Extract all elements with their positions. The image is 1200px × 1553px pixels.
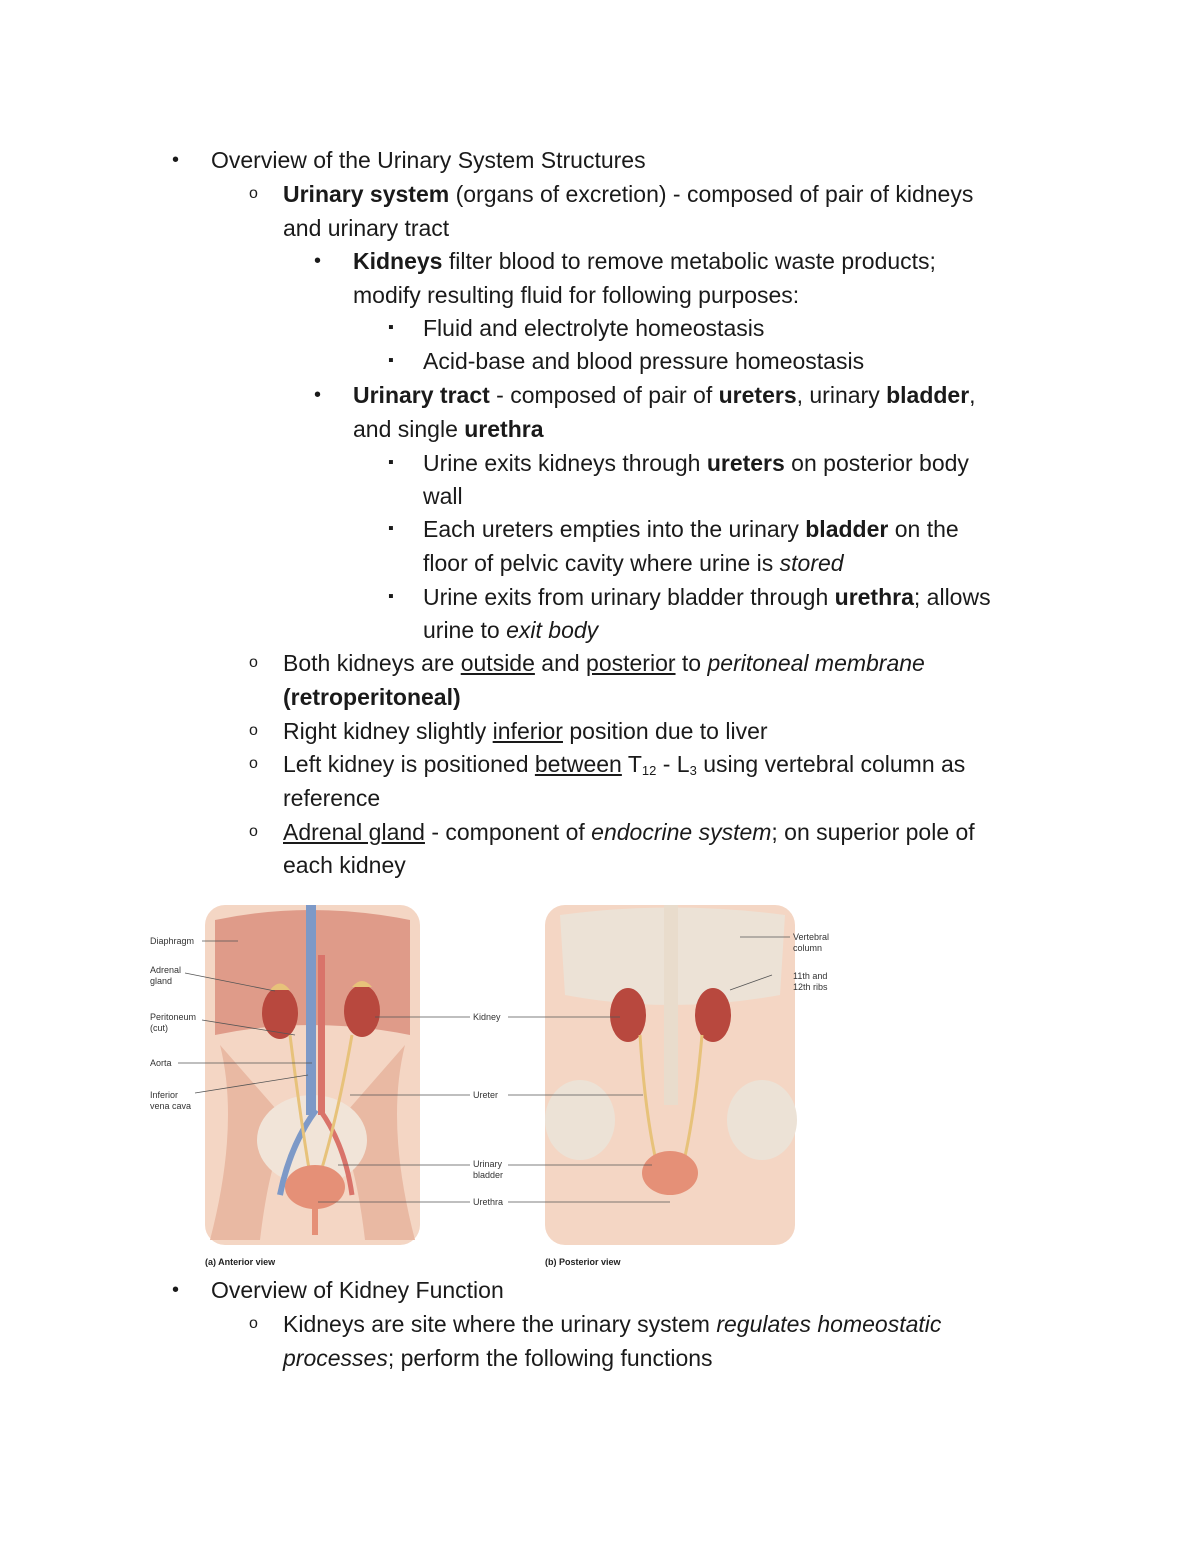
label-aorta: Aorta — [150, 1058, 172, 1068]
ureters-line-2: wall — [423, 483, 463, 509]
bladder-line-2: floor of pelvic cavity where urine is stored — [423, 550, 844, 576]
kidneys-line: Kidneys filter blood to remove metabolic waste products; — [353, 248, 936, 274]
label-bladder-1: Urinary — [473, 1159, 503, 1169]
heading-urinary-structures: Overview of the Urinary System Structures — [211, 147, 646, 173]
label-peritoneum-1: Peritoneum — [150, 1012, 197, 1022]
bullet-square: ▪ — [388, 352, 394, 369]
label-ribs-2: 12th ribs — [793, 982, 828, 992]
label-adrenal-2: gland — [150, 976, 173, 986]
retroperitoneal-line-2: (retroperitoneal) — [283, 684, 461, 710]
bullet-dot: • — [172, 149, 180, 171]
bullet-square: ▪ — [388, 520, 394, 537]
bullet-circle: o — [249, 185, 258, 202]
label-urethra: Urethra — [473, 1197, 504, 1207]
urinary-tract-line: Urinary tract - composed of pair of ureters, urinary bladder, — [353, 382, 976, 408]
caption-posterior: (b) Posterior view — [545, 1257, 621, 1267]
ureters-line: Urine exits kidneys through ureters on posterior body — [423, 450, 969, 476]
urinary-system-line-2: and urinary tract — [283, 215, 450, 241]
bullet-square: ▪ — [388, 588, 394, 605]
kidney-function-line: Kidneys are site where the urinary system regulates homeostatic — [283, 1311, 942, 1337]
urinary-tract-line-2: and single urethra — [353, 416, 544, 442]
label-vertebral-2: column — [793, 943, 823, 953]
bullet-circle: o — [249, 755, 258, 772]
label-vertebral-1: Vertebral — [793, 932, 830, 942]
heading-kidney-function: Overview of Kidney Function — [211, 1277, 504, 1303]
label-ribs-1: 11th and — [793, 971, 828, 981]
bullet-circle: o — [249, 1315, 258, 1332]
purpose-fluid: Fluid and electrolyte homeostasis — [423, 315, 765, 341]
urinary-system-figure — [140, 895, 840, 1273]
kidneys-line-2: modify resulting fluid for following purposes: — [353, 282, 800, 308]
bullet-square: ▪ — [388, 454, 394, 471]
label-ivc-2: vena cava — [150, 1101, 192, 1111]
right-kidney-line: Right kidney slightly inferior position due to liver — [283, 718, 768, 744]
left-kidney-line-2: reference — [283, 785, 381, 811]
bullet-circle: o — [249, 654, 258, 671]
urethra-line-2: urine to exit body — [423, 617, 599, 643]
caption-anterior: (a) Anterior view — [205, 1257, 276, 1267]
bullet-dot: • — [314, 384, 322, 406]
left-kidney-line: Left kidney is positioned between $T_{12} - L_3$ using vertebral column as — [283, 751, 966, 778]
retroperitoneal-line: Both kidneys are outside and posterior to peritoneal membrane — [283, 650, 925, 676]
bullet-circle: o — [249, 823, 258, 840]
bullet-dot: • — [314, 250, 322, 272]
label-ureter: Ureter — [473, 1090, 499, 1100]
label-kidney: Kidney — [473, 1012, 501, 1022]
urinary-system-line: Urinary system (organs of excretion) - composed of pair of kidneys — [283, 181, 974, 207]
label-adrenal-1: Adrenal — [150, 965, 182, 975]
label-diaphragm: Diaphragm — [150, 936, 195, 946]
kidney-function-line-2: processes; perform the following functions — [283, 1345, 713, 1371]
urethra-line: Urine exits from urinary bladder through urethra; allows — [423, 584, 991, 610]
label-bladder-2: bladder — [473, 1170, 504, 1180]
label-peritoneum-2: (cut) — [150, 1023, 168, 1033]
adrenal-line-2: each kidney — [283, 852, 406, 878]
bullet-dot: • — [172, 1279, 180, 1301]
purpose-acid-base: Acid-base and blood pressure homeostasis — [423, 348, 865, 374]
posterior-view-illustration — [545, 905, 797, 1245]
adrenal-line: Adrenal gland - component of endocrine system; on superior pole of — [283, 819, 975, 845]
bladder-line: Each ureters empties into the urinary bladder on the — [423, 516, 959, 542]
anterior-view-illustration — [205, 905, 420, 1245]
bullet-circle: o — [249, 722, 258, 739]
label-ivc-1: Inferior — [150, 1090, 179, 1100]
bullet-square: ▪ — [388, 319, 394, 336]
